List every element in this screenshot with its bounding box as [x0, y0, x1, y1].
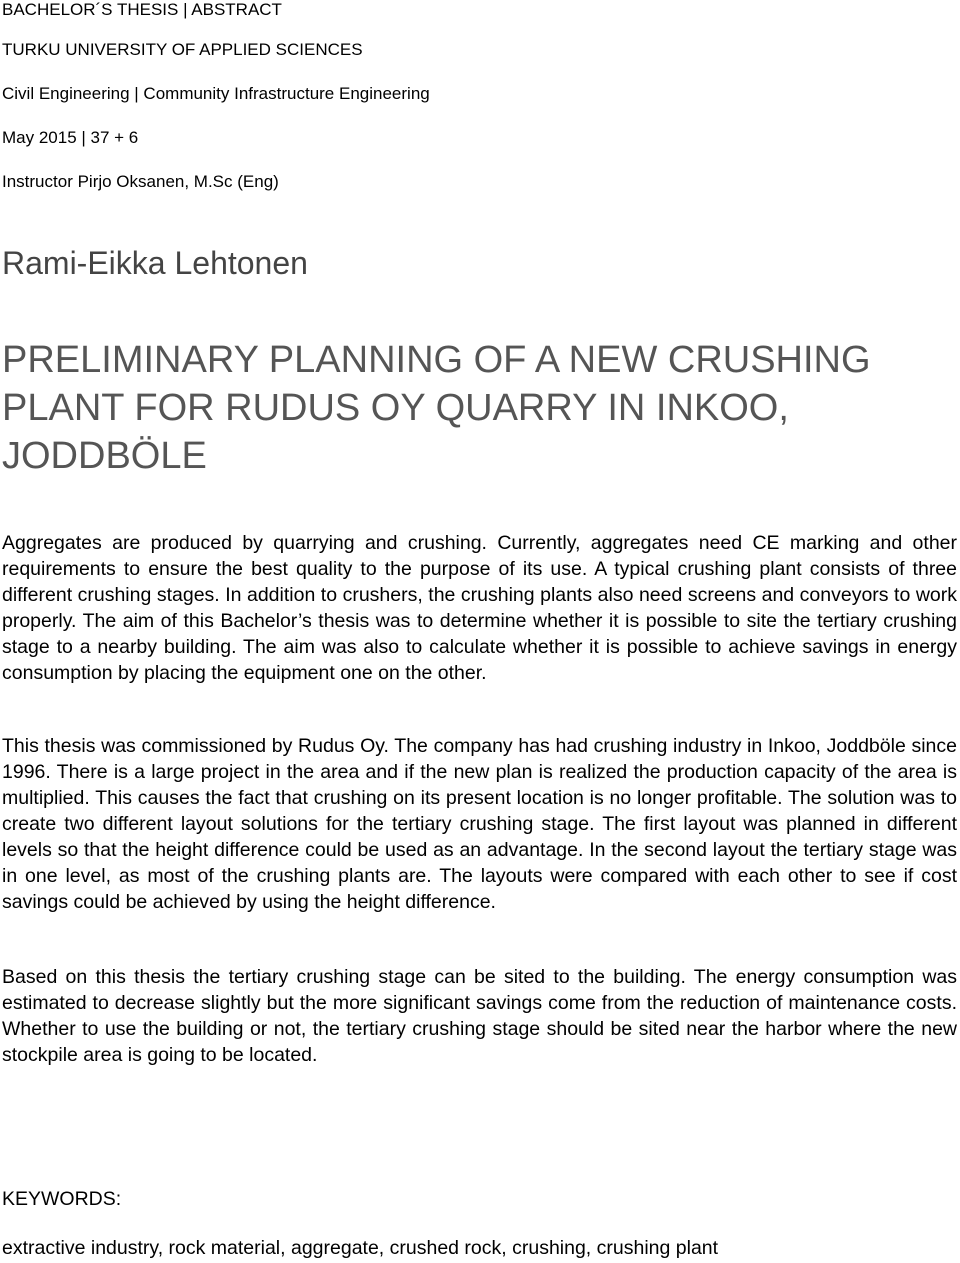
- author-name: Rami-Eikka Lehtonen: [2, 245, 308, 281]
- abstract-paragraph: This thesis was commissioned by Rudus Oy. The company has had crushing industry in Inkoo, Joddböle since 1996. There is a large project in the area and if the new plan is realized the production capacity of the area is multiplied. This causes the fact that crushing on its present location is no longer profitable. The solution was to create two different layout solutions for the tertiary crushing stage. The first layout was planned in different levels so that the height difference could be used as an advantage. In the second layout the tertiary stage was in one level, as most of the crushing plants are. The layouts were compared with each other to see if cost savings could be achieved by using the height difference.: [2, 735, 957, 913]
- thesis-title: [2, 336, 952, 480]
- thesis-title-line: PLANT FOR RUDUS OY QUARRY IN INKOO,: [2, 387, 789, 429]
- abstract-paragraph: Based on this thesis the tertiary crushing stage can be sited to the building. The energy consumption was estimated to decrease slightly but the more significant savings come from the reduction of maintenance costs. Whether to use the building or not, the tertiary crushing stage should be sited near the harbor where the new stockpile area is going to be located.: [2, 966, 957, 1066]
- document-type: BACHELOR´S THESIS | ABSTRACT: [2, 0, 282, 19]
- institution-name: TURKU UNIVERSITY OF APPLIED SCIENCES: [2, 40, 363, 59]
- date-and-pages: May 2015 | 37 + 6: [2, 128, 139, 147]
- keywords-label: KEYWORDS:: [2, 1188, 122, 1210]
- abstract-paragraph: Aggregates are produced by quarrying and crushing. Currently, aggregates need CE marking and other requirements to ensure the best quality to the purpose of its use. A typical crushing plant consists of three different crushing stages. In addition to crushers, the crushing plants also need screens and conveyors to work properly. The aim of this Bachelor’s thesis was to determine whether it is possible to site the tertiary crushing stage to a nearby building. The aim was also to calculate whether it is possible to achieve savings in energy consumption by placing the equipment one on the other.: [2, 532, 957, 684]
- keywords-list: extractive industry, rock material, aggregate, crushed rock, crushing, crushing plant: [2, 1237, 719, 1259]
- instructor-line: Instructor Pirjo Oksanen, M.Sc (Eng): [2, 172, 279, 191]
- thesis-title-line: PRELIMINARY PLANNING OF A NEW CRUSHING: [2, 339, 871, 381]
- degree-programme: Civil Engineering | Community Infrastructure Engineering: [2, 84, 430, 103]
- thesis-title-line: JODDBÖLE: [2, 435, 207, 477]
